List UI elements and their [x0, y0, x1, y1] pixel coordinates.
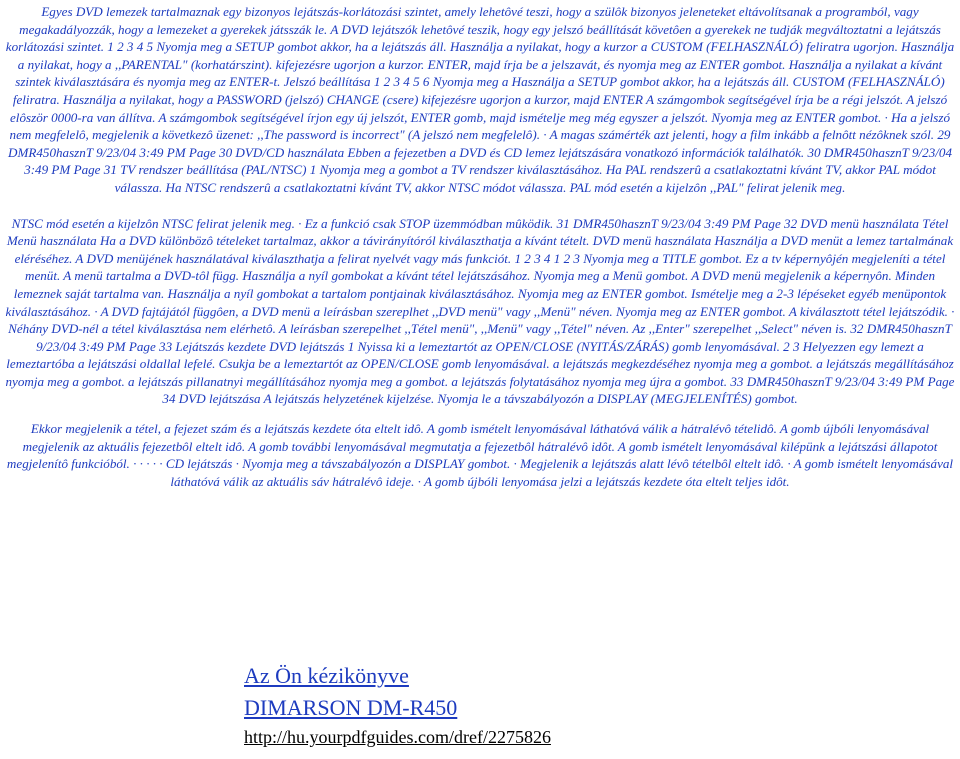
body-paragraph-display: Ekkor megjelenik a tétel, a fejezet szám és a lejátszás kezdete óta eltelt idô. A gomb ismételt lenyomásával láthatóvá válik a hátralévô tételidô. A gomb újbóli lenyomásával megjelenik az aktuális fejezetbôl eltelt idô. A gomb további lenyomásával megmutatja a fejezetbôl hátralévô idôt. A gomb ismételt lenyomásával kilépünk a lejátszási állapotot megjelenítô funkcióból. · · · · · CD lejátszás · Nyomja meg a távszabályozón a DISPLAY gombot. · Megjelenik a lejátszás alatt lévô tételbôl eltelt idô. · A gomb ismételt lenyomásával láthatóvá válik az aktuális sáv hátralévô ideje. · A gomb újbóli lenyomása jelzi a lejátszás kezdete óta eltelt teljes idôt. — [6, 421, 954, 489]
product-name: DIMARSON DM-R450 — [244, 695, 458, 720]
manual-title: Az Ön kézikönyve — [244, 663, 409, 688]
body-paragraph-parental-control: Egyes DVD lemezek tartalmaznak egy bizonyos lejátszás-korlátozási szintet, amely lehetôvé teszi, hogy a szülôk bizonyos jeleneteket eltávolítsanak a programból, vagy megakadályozzák, hogy a lemezeket a gyerekek játsszák le. A DVD lejátszók lehetôvé teszik, hogy egy jelszó beállítását követôen a gyerekek ne tudják megváltoztatni a lejátszás korlátozási szintet. 1 2 3 4 5 Nyomja meg a SETUP gombot akkor, ha a lejátszás áll. Használja a nyilakat, hogy a kurzor a CUSTOM (FELHASZNÁLÓ) feliratra ugorjon. Használja a nyilakat, hogy a ,,PARENTAL" (korhatárszint). kifejezésre ugorjon a kurzor. ENTER, majd írja be a jelszavát, és nyomja meg az ENTER gombot. Használja a nyilakat a kívánt szintek kiválasztására és nyomja meg az ENTER-t. Jelszó beállítása 1 2 3 4 5 6 Nyomja meg a Használja a SETUP gombot akkor, ha a lejátszás áll. CUSTOM (FELHASZNÁLÓ) feliratra. Használja a nyilakat, hogy a PASSWORD (jelszó) CHANGE (csere) kifejezésre ugorjon a kurzor, majd ENTER A számgombok segítségével írja be a régi jelszót. A jelszó elôször 0000-ra van állítva. A számgombok segítségével írjon egy új jelszót, ENTER gomb, majd ismételje meg még egyszer a jelszót. Nyomja meg az ENTER gombot. · Ha a jelszó nem megfelelô, megjelenik a következô üzenet: ,,The password is incorrect" (A jelszó nem megfelelô). · A magas számérték azt jelenti, hogy a film inkább a felnôtt nézôknek szól. 29 DMR450hasznT 9/23/04 3:49 PM Page 30 DVD/CD használata Ebben a fejezetben a DVD és CD lemez lejátszására vonatkozó információk találhatók. 30 DMR450hasznT 9/23/04 3:49 PM Page 31 TV rendszer beállítása (PAL/NTSC) 1 Nyomja meg a gombot a TV rendszer kiválasztásához. Ha PAL rendszerû a csatlakoztatni kívánt TV, akkor PAL módot válassza. Ha NTSC rendszerû a csatlakoztatni kívánt TV, akkor NTSC módot válassza. PAL mód esetén a kijelzôn ,,PAL" felirat jelenik meg. — [5, 4, 955, 195]
manual-footer — [244, 660, 551, 750]
body-paragraph-dvd-menu: NTSC mód esetén a kijelzôn NTSC felirat jelenik meg. · Ez a funkció csak STOP üzemmódban mûködik. 31 DMR450hasznT 9/23/04 3:49 PM Page 32 DVD menü használata Tétel Menü használata Ha a DVD különbözô tételeket tartalmaz, akkor a távirányítóról kiválaszthatja a kívánt tételt. DVD menü használata Használja a DVD menüt a lemez tartalmának eléréséhez. A DVD menüjének használatával kiválaszthatja a felirat nyelvét vagy más funkciót. 1 2 3 4 1 2 3 Nyomja meg a TITLE gombot. Ez a tv képernyôjén megjeleníti a tétel menüt. A menü tartalma a DVD-tôl függ. Használja a nyíl gombokat a kívánt tétel lejátszásához. Nyomja meg a Menü gombot. A DVD menü megjelenik a képernyôn. Minden lemeznek saját tartalma van. Használja a nyíl gombokat a tartalom pontjainak kiválasztásához. Nyomja meg az ENTER gombot. Ismételje meg a 2-3 lépéseket egyéb menüpontok kiválasztásához. · A DVD fajtájától függôen, a DVD menü a leírásban szereplhet ,,DVD menü" vagy ,,Menü" néven. Nyomja meg az ENTER gombot. A kiválasztott tétel lejátszódik. · Néhány DVD-nél a tétel kiválasztása nem elérhetô. A leírásban szerepelhet ,,Tétel menü", ,,Menü" vagy ,,Tétel" néven. Az ,,Enter" szerepelhet ,,Select" néven is. 32 DMR450hasznT 9/23/04 3:49 PM Page 33 Lejátszás kezdete DVD lejátszás 1 Nyissa ki a lemeztartót az OPEN/CLOSE (NYITÁS/ZÁRÁS) gomb lenyomásával. 2 3 Helyezzen egy lemezt a lemeztartóba a lejátszási oldallal lefelé. Csukja be a lemeztartót az OPEN/CLOSE gomb lenyomásával. a lejátszás megkezdéséhez nyomja meg a gombot. a lejátszás megállításához nyomja meg a gombot. a lejátszás pillanatnyi megállításához nyomja meg a gombot. a lejátszás folytatásához nyomja meg újra a gombot. 33 DMR450hasznT 9/23/04 3:49 PM Page 34 DVD lejátszása A lejátszás helyzetének kijelzése. Nyomja le a távszabályozón a DISPLAY (MEGJELENÍTÉS) gombot. — [5, 215, 955, 407]
manual-link[interactable]: http://hu.yourpdfguides.com/dref/2275826 — [244, 727, 551, 747]
